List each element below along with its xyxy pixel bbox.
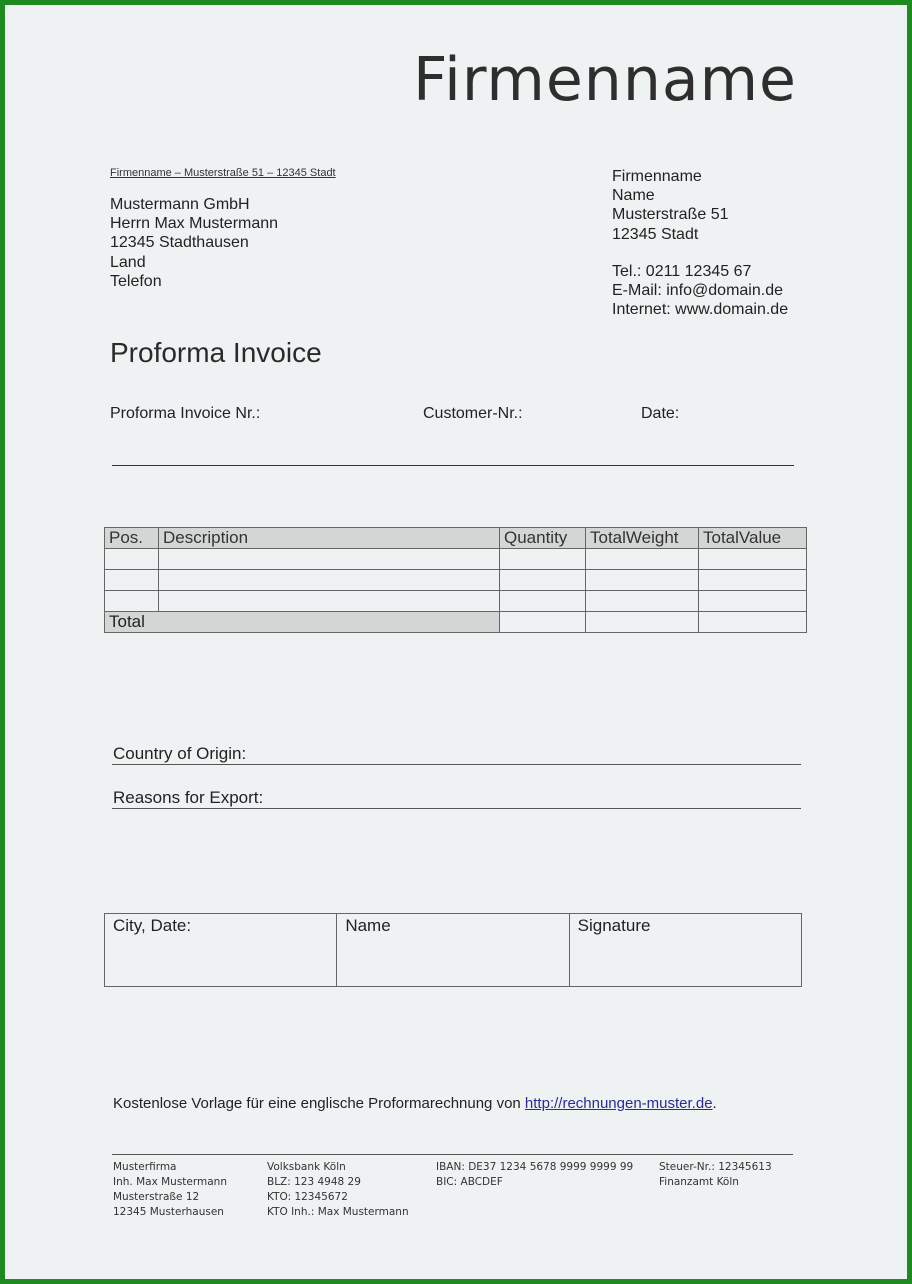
table-cell bbox=[586, 549, 699, 570]
header-total-value: TotalValue bbox=[699, 528, 807, 549]
items-table bbox=[104, 527, 807, 633]
footer-bic: BIC: ABCDEF bbox=[436, 1176, 503, 1188]
recipient-city: 12345 Stadthausen bbox=[110, 234, 249, 252]
meta-divider bbox=[112, 465, 794, 466]
table-cell bbox=[159, 591, 500, 612]
customer-number-label: Customer-Nr.: bbox=[423, 405, 523, 422]
table-cell bbox=[105, 570, 159, 591]
footer-city: 12345 Musterhausen bbox=[113, 1206, 224, 1218]
total-row bbox=[105, 612, 807, 633]
signature-cell: Signature bbox=[569, 914, 801, 987]
header-description: Description bbox=[159, 528, 500, 549]
company-name: Firmenname bbox=[612, 168, 702, 185]
table-cell bbox=[159, 549, 500, 570]
company-contact bbox=[612, 262, 788, 320]
company-contact-name: Name bbox=[612, 187, 655, 205]
table-cell bbox=[105, 591, 159, 612]
invoice-number-label: Proforma Invoice Nr.: bbox=[110, 405, 261, 422]
footer-iban-value: IBAN: DE37 1234 5678 9999 9999 99 bbox=[436, 1161, 634, 1173]
table-row bbox=[105, 549, 807, 570]
footer-blz: BLZ: 123 4948 29 bbox=[267, 1176, 361, 1188]
footer-owner: Inh. Max Mustermann bbox=[113, 1176, 227, 1188]
name-cell: Name bbox=[337, 914, 569, 987]
recipient-person: Herrn Max Mustermann bbox=[110, 215, 279, 233]
template-note-end: . bbox=[712, 1095, 717, 1112]
recipient-address bbox=[110, 195, 278, 291]
table-cell bbox=[699, 591, 807, 612]
company-brand-title: Firmenname bbox=[413, 45, 797, 115]
footer-tax-office: Finanzamt Köln bbox=[659, 1176, 739, 1188]
date-label: Date: bbox=[641, 405, 680, 422]
footer-iban bbox=[436, 1160, 633, 1190]
city-date-cell: City, Date: bbox=[105, 914, 337, 987]
company-address bbox=[612, 167, 728, 244]
footer-tax bbox=[659, 1160, 772, 1190]
total-weight-cell bbox=[586, 612, 699, 633]
table-row bbox=[105, 570, 807, 591]
table-cell bbox=[500, 570, 586, 591]
reasons-for-export-line bbox=[112, 808, 801, 809]
footer-company-name: Musterfirma bbox=[113, 1161, 177, 1173]
footer-tax-number: Steuer-Nr.: 12345613 bbox=[659, 1161, 772, 1173]
table-cell bbox=[699, 549, 807, 570]
header-pos: Pos. bbox=[105, 528, 159, 549]
table-cell bbox=[105, 549, 159, 570]
footer-kto-owner: KTO Inh.: Max Mustermann bbox=[267, 1206, 409, 1218]
sender-address-line: Firmenname – Musterstraße 51 – 12345 Stadt bbox=[110, 167, 336, 179]
signature-table bbox=[104, 913, 802, 987]
template-note-text: Kostenlose Vorlage für eine englische Proformarechnung von bbox=[113, 1095, 525, 1112]
items-table-header bbox=[105, 528, 807, 549]
footer-bank-name: Volksbank Köln bbox=[267, 1161, 346, 1173]
table-cell bbox=[159, 570, 500, 591]
invoice-page bbox=[5, 5, 907, 1279]
table-cell bbox=[699, 570, 807, 591]
company-website: Internet: www.domain.de bbox=[612, 301, 789, 319]
footer-bank bbox=[267, 1160, 409, 1220]
company-street: Musterstraße 51 bbox=[612, 206, 729, 224]
header-total-weight: TotalWeight bbox=[586, 528, 699, 549]
total-quantity-cell bbox=[500, 612, 586, 633]
header-quantity: Quantity bbox=[500, 528, 586, 549]
total-label: Total bbox=[105, 612, 500, 633]
total-value-cell bbox=[699, 612, 807, 633]
recipient-company: Mustermann GmbH bbox=[110, 196, 250, 213]
table-cell bbox=[500, 591, 586, 612]
table-cell bbox=[586, 570, 699, 591]
document-title: Proforma Invoice bbox=[110, 337, 322, 368]
country-of-origin-label: Country of Origin: bbox=[113, 744, 247, 763]
footer-company bbox=[113, 1160, 227, 1220]
company-phone: Tel.: 0211 12345 67 bbox=[612, 263, 752, 280]
footer-street: Musterstraße 12 bbox=[113, 1191, 200, 1203]
table-row bbox=[105, 591, 807, 612]
footer-divider bbox=[112, 1154, 793, 1155]
template-source-link[interactable]: http://rechnungen-muster.de bbox=[524, 1095, 713, 1112]
table-cell bbox=[500, 549, 586, 570]
template-note bbox=[113, 1095, 717, 1112]
table-cell bbox=[586, 591, 699, 612]
company-email: E-Mail: info@domain.de bbox=[612, 282, 783, 300]
recipient-country: Land bbox=[110, 253, 146, 271]
recipient-phone: Telefon bbox=[110, 272, 162, 290]
country-of-origin-line bbox=[112, 764, 801, 765]
footer-kto: KTO: 12345672 bbox=[267, 1191, 348, 1203]
company-city: 12345 Stadt bbox=[612, 225, 699, 243]
reasons-for-export-label: Reasons for Export: bbox=[113, 788, 264, 807]
